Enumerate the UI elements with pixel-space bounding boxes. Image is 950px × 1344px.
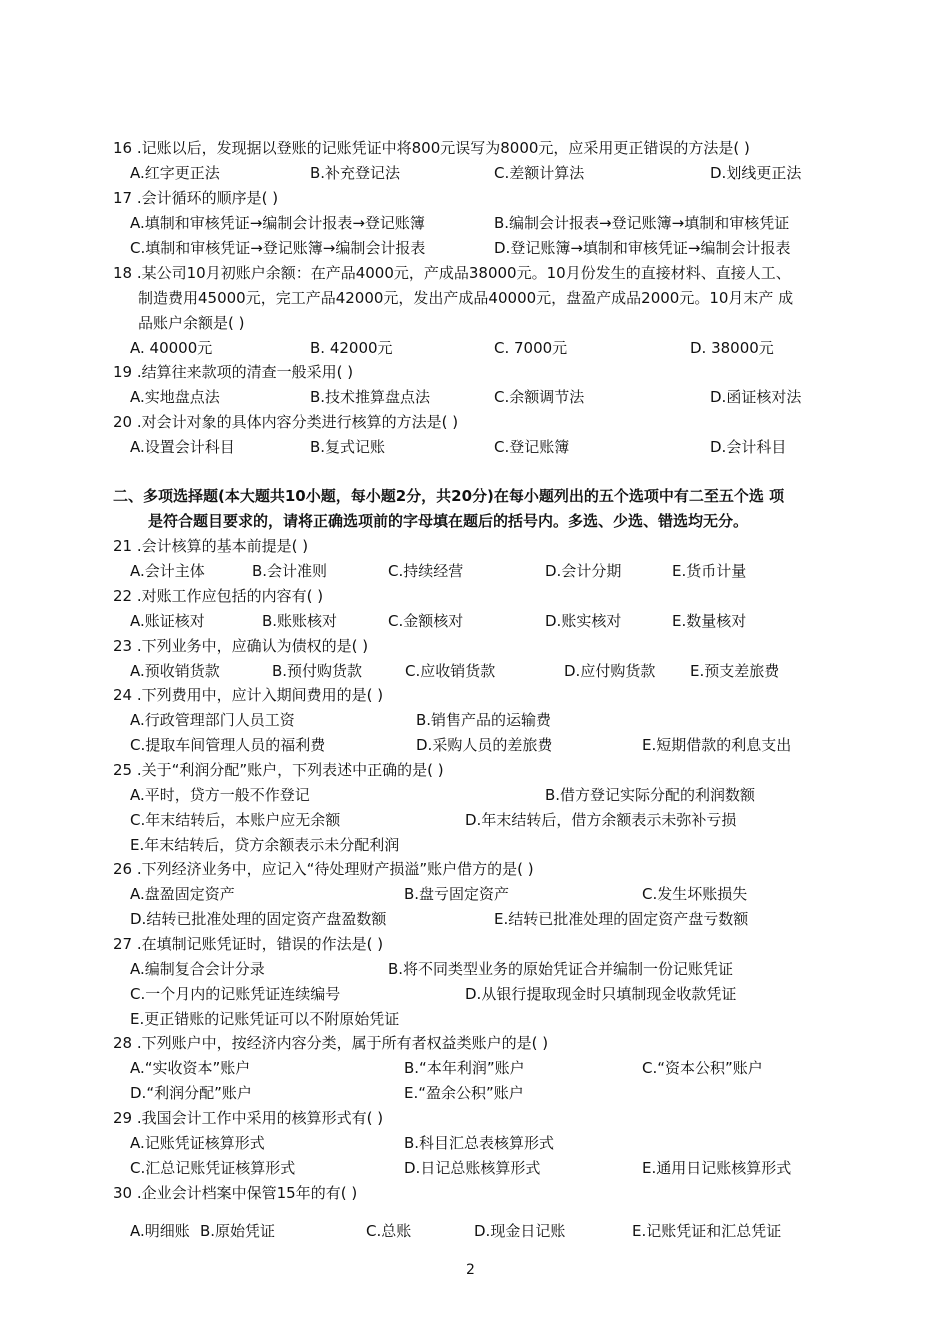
option-27b: B.将不同类型业务的原始凭证合并编制一份记账凭证 [388,960,734,978]
option-21a: A.会计主体 [130,562,205,580]
option-27c: C.一个月内的记账凭证连续编号 [130,985,341,1003]
option-27e: E.更正错账的记账凭证可以不附原始凭证 [130,1010,400,1028]
option-21b: B.会计准则 [252,562,328,580]
option-23e: E.预支差旅费 [690,662,780,680]
option-24e: E.短期借款的利息支出 [642,736,792,754]
option-16c: C.差额计算法 [494,164,585,182]
question-17: 17 .会计循环的顺序是( ) [113,189,279,207]
question-30: 30 .企业会计档案中保管15年的有( ) [113,1184,358,1202]
option-26c: C.发生坏账损失 [642,885,748,903]
section-2-instructions: 是符合题目要求的，请将正确选项前的字母填在题后的括号内。多选、少选、错选均无分。 [148,512,749,530]
question-23: 23 .下列业务中，应确认为债权的是( ) [113,637,369,655]
option-20b: B.复式记账 [310,438,386,456]
question-19: 19 .结算往来款项的清查一般采用( ) [113,363,354,381]
option-22b: B.账账核对 [262,612,338,630]
option-30a: A.明细账 [130,1222,190,1240]
option-18c: C. 7000元 [494,339,568,357]
option-27d: D.从银行提取现金时只填制现金收款凭证 [465,985,737,1003]
question-18-line3: 品账户余额是( ) [138,314,245,332]
option-29a: A.记账凭证核算形式 [130,1134,265,1152]
question-28: 28 .下列账户中，按经济内容分类，属于所有者权益类账户的是( ) [113,1034,549,1052]
option-20d: D.会计科目 [710,438,787,456]
question-22: 22 .对账工作应包括的内容有( ) [113,587,324,605]
option-30d: D.现金日记账 [474,1222,566,1240]
page-number: 2 [466,1262,475,1278]
option-22a: A.账证核对 [130,612,205,630]
option-28d: D.“利润分配”账户 [130,1084,252,1102]
question-24: 24 .下列费用中，应计入期间费用的是( ) [113,686,384,704]
option-26a: A.盘盈固定资产 [130,885,235,903]
question-20: 20 .对会计对象的具体内容分类进行核算的方法是( ) [113,413,459,431]
option-24c: C.提取车间管理人员的福利费 [130,736,326,754]
option-17b: B.编制会计报表→登记账簿→填制和审核凭证 [494,214,790,232]
question-21: 21 .会计核算的基本前提是( ) [113,537,309,555]
option-29d: D.日记总账核算形式 [404,1159,541,1177]
option-29b: B.科目汇总表核算形式 [404,1134,555,1152]
option-19c: C.余额调节法 [494,388,585,406]
option-19a: A.实地盘点法 [130,388,220,406]
option-16d: D.划线更正法 [710,164,802,182]
option-24d: D.采购人员的差旅费 [416,736,553,754]
option-18d: D. 38000元 [690,339,774,357]
option-23c: C.应收销货款 [405,662,496,680]
option-24b: B.销售产品的运输费 [416,711,552,729]
option-20c: C.登记账簿 [494,438,570,456]
option-18b: B. 42000元 [310,339,393,357]
question-29: 29 .我国会计工作中采用的核算形式有( ) [113,1109,384,1127]
option-23d: D.应付购货款 [564,662,656,680]
option-27a: A.编制复合会计分录 [130,960,265,978]
option-23a: A.预收销货款 [130,662,220,680]
question-27: 27 .在填制记账凭证时，错误的作法是( ) [113,935,384,953]
option-28b: B.“本年利润”账户 [404,1059,525,1077]
option-17a: A.填制和审核凭证→编制会计报表→登记账簿 [130,214,425,232]
option-16a: A.红字更正法 [130,164,220,182]
option-17c: C.填制和审核凭证→登记账簿→编制会计报表 [130,239,426,257]
option-30b: B.原始凭证 [200,1222,276,1240]
option-29e: E.通用日记账核算形式 [642,1159,792,1177]
question-18-line2: 制造费用45000元，完工产品42000元，发出产成品40000元，盘盈产成品2000元。10月末产 成 [138,289,794,307]
option-22d: D.账实核对 [545,612,622,630]
option-21d: D.会计分期 [545,562,622,580]
option-25e: E.年末结转后，贷方余额表示未分配利润 [130,836,400,854]
option-18a: A. 40000元 [130,339,213,357]
option-21e: E.货币计量 [672,562,747,580]
option-26d: D.结转已批准处理的固定资产盘盈数额 [130,910,387,928]
option-22c: C.金额核对 [388,612,464,630]
option-26e: E.结转已批准处理的固定资产盘亏数额 [494,910,749,928]
option-30c: C.总账 [366,1222,412,1240]
option-28a: A.“实收资本”账户 [130,1059,251,1077]
option-22e: E.数量核对 [672,612,747,630]
option-25a: A.平时，贷方一般不作登记 [130,786,310,804]
option-25d: D.年末结转后，借方余额表示未弥补亏损 [465,811,737,829]
option-25c: C.年末结转后，本账户应无余额 [130,811,341,829]
option-25b: B.借方登记实际分配的利润数额 [545,786,756,804]
option-20a: A.设置会计科目 [130,438,235,456]
option-30e: E.记账凭证和汇总凭证 [632,1222,782,1240]
question-18-line1: 18 .某公司10月初账户余额：在产品4000元，产成品38000元。10月份发生的直接材料、直接人工、 [113,264,791,282]
option-19b: B.技术推算盘点法 [310,388,431,406]
option-28c: C.“资本公积”账户 [642,1059,763,1077]
option-29c: C.汇总记账凭证核算形式 [130,1159,296,1177]
option-23b: B.预付购货款 [272,662,363,680]
option-17d: D.登记账簿→填制和审核凭证→编制会计报表 [494,239,791,257]
option-19d: D.函证核对法 [710,388,802,406]
section-2-heading: 二、多项选择题(本大题共10小题，每小题2分，共20分)在每小题列出的五个选项中有二至五个选 项 [113,487,785,505]
option-28e: E.“盈余公积”账户 [404,1084,524,1102]
option-21c: C.持续经营 [388,562,464,580]
option-16b: B.补充登记法 [310,164,401,182]
option-24a: A.行政管理部门人员工资 [130,711,295,729]
question-26: 26 .下列经济业务中，应记入“待处理财产损溢”账户借方的是( ) [113,860,534,878]
option-26b: B.盘亏固定资产 [404,885,510,903]
question-25: 25 .关于“利润分配”账户，下列表述中正确的是( ) [113,761,444,779]
question-16: 16 .记账以后，发现据以登账的记账凭证中将800元误写为8000元，应采用更正错误的方法是( ) [113,139,750,157]
